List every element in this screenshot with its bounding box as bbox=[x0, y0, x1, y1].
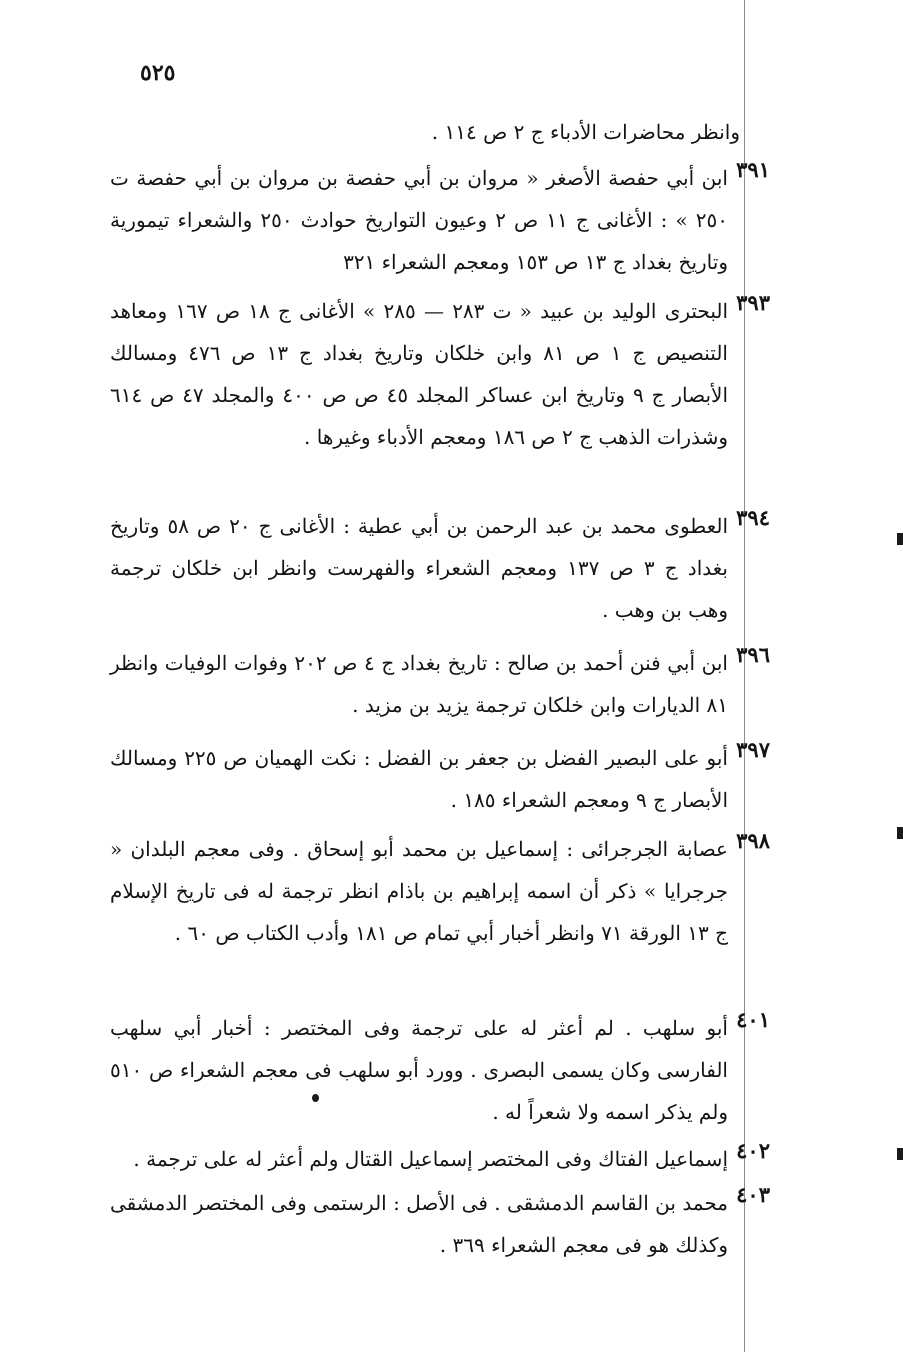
ink-dot-mark bbox=[312, 1094, 319, 1102]
entry-number: ٣٩١ bbox=[736, 157, 770, 182]
continuation-entry bbox=[110, 111, 770, 153]
entry-text: ابن أبي حفصة الأصغر « مروان بن أبي حفصة بن مروان بن أبي حفصة ت ٢٥٠ » : الأغانى ج ١١ ص ٢ وعيون التواريخ حوادث ٢٥٠ والشعراء تيمورية وتاريخ بغداد ج ١٣ ص ١٥٣ ومعجم الشعراء ٣٢١ bbox=[110, 166, 728, 274]
scan-edge-mark bbox=[897, 827, 903, 839]
entry-number: ٣٩٣ bbox=[736, 290, 770, 315]
entry-number: ٣٩٧ bbox=[736, 737, 770, 762]
entry-text: العطوى محمد بن عبد الرحمن بن أبي عطية : الأغانى ج ٢٠ ص ٥٨ وتاريخ بغداد ج ٣ ص ١٣٧ ومعجم الشعراء والفهرست وانظر ابن خلكان ترجمة وهب بن وهب . bbox=[110, 514, 728, 622]
entry-text: وانظر محاضرات الأدباء ج ٢ ص ١١٤ . bbox=[431, 120, 740, 144]
entry-text: ابن أبي فنن أحمد بن صالح : تاريخ بغداد ج ٤ ص ٢٠٢ وفوات الوفيات وانظر ٨١ الديارات وابن خلكان ترجمة يزيد بن مزيد . bbox=[110, 651, 728, 717]
entry-393 bbox=[110, 290, 770, 458]
entry-403 bbox=[110, 1182, 770, 1266]
entry-text: عصابة الجرجرائى : إسماعيل بن محمد أبو إسحاق . وفى معجم البلدان « جرجرايا » ذكر أن اسمه إبراهيم بن باذام انظر ترجمة له فى تاريخ الإسلام ج ١٣ الورقة ٧١ وانظر أخبار أبي تمام ص ١٨١ وأدب الكتاب ص ٦٠ . bbox=[110, 837, 728, 945]
entry-text: أبو على البصير الفضل بن جعفر بن الفضل : نكت الهميان ص ٢٢٥ ومسالك الأبصار ج ٩ ومعجم الشعراء ١٨٥ . bbox=[110, 746, 728, 812]
page-number: ٥٢٥ bbox=[140, 60, 176, 86]
entry-number: ٣٩٨ bbox=[736, 828, 770, 853]
entry-398 bbox=[110, 828, 770, 954]
entry-number: ٤٠٢ bbox=[736, 1138, 770, 1163]
entry-402 bbox=[110, 1138, 770, 1180]
entry-394 bbox=[110, 505, 770, 631]
entry-number: ٣٩٦ bbox=[736, 642, 770, 667]
entry-391 bbox=[110, 157, 770, 283]
entry-number: ٤٠١ bbox=[736, 1007, 770, 1032]
entry-397 bbox=[110, 737, 770, 821]
scan-edge-mark bbox=[897, 533, 903, 545]
entry-text: أبو سلهب . لم أعثر له على ترجمة وفى المختصر : أخبار أبي سلهب الفارسى وكان يسمى البصرى . وورد أبو سلهب فى معجم الشعراء ص ٥١٠ ولم يذكر اسمه ولا شعراً له . bbox=[110, 1016, 728, 1124]
scan-edge-mark bbox=[897, 1148, 903, 1160]
entry-number: ٣٩٤ bbox=[736, 505, 770, 530]
entry-396 bbox=[110, 642, 770, 726]
entry-401 bbox=[110, 1007, 770, 1133]
entry-text: محمد بن القاسم الدمشقى . فى الأصل : الرستمى وفى المختصر الدمشقى وكذلك هو فى معجم الشعراء ٣٦٩ . bbox=[110, 1191, 728, 1257]
entry-text: إسماعيل الفتاك وفى المختصر إسماعيل القتال ولم أعثر له على ترجمة . bbox=[133, 1147, 728, 1171]
entry-number: ٤٠٣ bbox=[736, 1182, 770, 1207]
entry-text: البحترى الوليد بن عبيد « ت ٢٨٣ — ٢٨٥ » الأغانى ج ١٨ ص ١٦٧ ومعاهد التنصيص ج ١ ص ٨١ وابن خلكان وتاريخ بغداد ج ١٣ ص ٤٧٦ ومسالك الأبصار ج ٩ وتاريخ ابن عساكر المجلد ٤٥ ص ص ٤٠٠ والمجلد ٤٧ ص ٦١٤ وشذرات الذهب ج ٢ ص ١٨٦ ومعجم الأدباء وغيرها . bbox=[110, 299, 729, 449]
